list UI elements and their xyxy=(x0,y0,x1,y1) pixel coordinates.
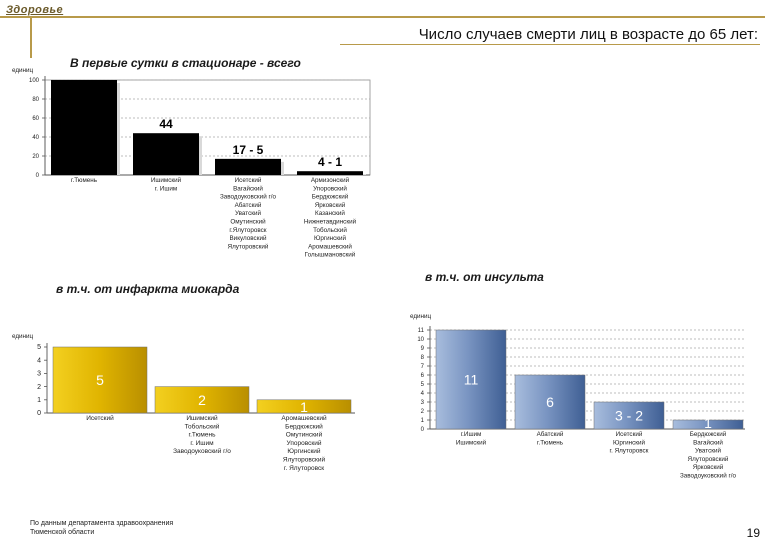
c3-y-tick-label: 3 xyxy=(420,400,424,407)
c1-bar xyxy=(297,171,363,175)
c1-category-label: Викуловский xyxy=(229,235,267,243)
page-number: 19 xyxy=(746,526,760,540)
c2-category-label: Ялуторовский xyxy=(282,456,326,464)
c1-category-label: г.Ялуторовск xyxy=(229,226,267,234)
c1-category-label: Голышмановский xyxy=(304,251,356,259)
c1-category-label: Бердюжский xyxy=(311,193,349,201)
c3-data-label: 1 xyxy=(704,415,712,431)
c2-category-label: Упоровский xyxy=(286,439,322,447)
c1-y-tick-label: 40 xyxy=(32,135,39,142)
c3-y-tick-label: 10 xyxy=(417,337,424,344)
chart-2 xyxy=(12,333,355,472)
source-note xyxy=(30,519,173,537)
chart1-title: В первые сутки в стационаре - всего xyxy=(70,56,301,70)
c3-category-label: Ялуторовский xyxy=(687,455,729,463)
c2-category-label: Бердюжский xyxy=(285,423,323,431)
c2-category-label: Омутинский xyxy=(285,431,323,439)
c1-category-label: Казанский xyxy=(315,210,345,218)
c1-category-label: Исетский xyxy=(234,177,262,184)
c1-category-label: г.Тюмень xyxy=(70,177,98,184)
c1-category-label: Юргинский xyxy=(313,235,347,243)
c1-category-label: Абатский xyxy=(234,201,262,209)
c2-y-label: единиц xyxy=(12,333,34,340)
c3-data-label: 11 xyxy=(463,371,479,388)
c1-category-label: Уватский xyxy=(234,210,262,218)
c3-y-tick-label: 1 xyxy=(420,418,424,425)
c1-y-tick-label: 80 xyxy=(32,97,39,104)
c3-category-label: Юргинский xyxy=(612,439,646,447)
c1-category-label: Ишимский xyxy=(150,177,182,184)
c2-category-label: Аромашевский xyxy=(281,415,327,422)
c2-category-label: Заводоуковский г/о xyxy=(173,448,231,456)
c3-category-label: г.Ишим xyxy=(460,431,482,438)
c3-y-tick-label: 11 xyxy=(417,328,424,335)
c3-category-label: Исетский xyxy=(615,431,643,438)
chart3-title: в т.ч. от инсульта xyxy=(425,270,544,284)
c1-category-label: Вагайский xyxy=(233,185,263,193)
c2-data-label: 2 xyxy=(198,391,206,408)
c2-y-tick-label: 0 xyxy=(37,410,41,418)
c1-category-label: г. Ишим xyxy=(154,185,178,193)
c3-y-tick-label: 0 xyxy=(420,427,424,434)
c2-category-label: Ишимский xyxy=(186,415,218,422)
chart2-title: в т.ч. от инфаркта миокарда xyxy=(56,282,240,296)
source-line-2: Тюменской области xyxy=(30,529,95,536)
c2-data-label: 1 xyxy=(300,399,308,415)
c3-category-label: Абатский xyxy=(536,431,564,438)
c1-category-label: Омутинский xyxy=(230,218,266,226)
c2-category-label: г. Ялуторовск xyxy=(283,464,325,472)
chart-1 xyxy=(12,67,370,259)
c3-category-label: Уватский xyxy=(694,447,722,455)
c3-category-label: Вагайский xyxy=(693,439,723,447)
c1-data-label: 17 - 5 xyxy=(232,142,264,157)
c2-y-tick-label: 3 xyxy=(37,370,41,378)
c3-y-tick-label: 4 xyxy=(420,391,424,398)
c1-category-label: Аромашевский xyxy=(308,243,352,251)
c2-category-label: Юргинский xyxy=(287,448,321,456)
c1-category-label: Тобольский xyxy=(313,226,347,234)
c3-category-label: Бердюжский xyxy=(689,431,727,438)
section-tag[interactable]: Здоровье xyxy=(6,4,64,16)
c3-category-label: г.Тюмень xyxy=(536,439,564,447)
c1-data-label: 44 xyxy=(159,117,173,132)
c2-y-tick-label: 2 xyxy=(37,383,41,391)
c1-y-tick-label: 0 xyxy=(35,173,39,180)
c1-category-label: Армизонский xyxy=(310,177,350,184)
c3-y-tick-label: 2 xyxy=(420,409,424,416)
c2-category-label: Исетский xyxy=(86,415,114,422)
c3-data-label: 3 - 2 xyxy=(614,407,644,424)
c3-y-tick-label: 5 xyxy=(420,382,424,389)
source-line-1: По данным департамента здравоохранения xyxy=(30,520,174,527)
c3-y-label: единиц xyxy=(410,313,432,320)
c1-y-label: единиц xyxy=(12,67,34,74)
c2-y-tick-label: 1 xyxy=(37,397,41,404)
c3-y-tick-label: 6 xyxy=(420,373,424,380)
chart-3 xyxy=(410,313,745,480)
c3-y-tick-label: 9 xyxy=(420,346,424,353)
c3-category-label: Ярковский xyxy=(692,464,724,472)
c1-bar xyxy=(51,80,117,175)
c2-category-label: г. Ишим xyxy=(190,439,214,447)
c3-data-label: 6 xyxy=(546,394,554,410)
c1-category-label: Ялуторовский xyxy=(227,243,269,251)
c3-category-label: Заводоуковский г/о xyxy=(679,472,737,480)
c2-y-tick-label: 4 xyxy=(37,357,41,365)
c2-category-label: г.Тюмень xyxy=(188,431,216,439)
c2-data-label: 5 xyxy=(96,372,104,388)
c1-y-tick-label: 60 xyxy=(32,116,39,123)
c1-y-tick-label: 100 xyxy=(28,78,39,85)
c2-category-label: Тобольский xyxy=(184,423,220,431)
c1-y-tick-label: 20 xyxy=(32,154,39,161)
c1-category-label: Ярковский xyxy=(314,201,346,209)
c3-y-tick-label: 8 xyxy=(420,355,424,362)
page-title: Число случаев смерти лиц в возрасте до 65 лет: xyxy=(418,26,758,43)
c1-data-label: 4 - 1 xyxy=(317,155,343,170)
c1-category-label: Заводоуковский г/о xyxy=(219,193,277,201)
c3-category-label: г. Ялуторовск xyxy=(609,447,649,455)
c1-bar xyxy=(133,133,199,175)
c1-bar xyxy=(215,159,281,175)
c2-y-tick-label: 5 xyxy=(37,344,41,352)
c1-category-label: Нижнетавдинский xyxy=(303,218,357,226)
c3-category-label: Ишимский xyxy=(455,439,487,447)
c3-y-tick-label: 7 xyxy=(420,364,424,371)
c1-category-label: Упоровский xyxy=(313,185,347,193)
